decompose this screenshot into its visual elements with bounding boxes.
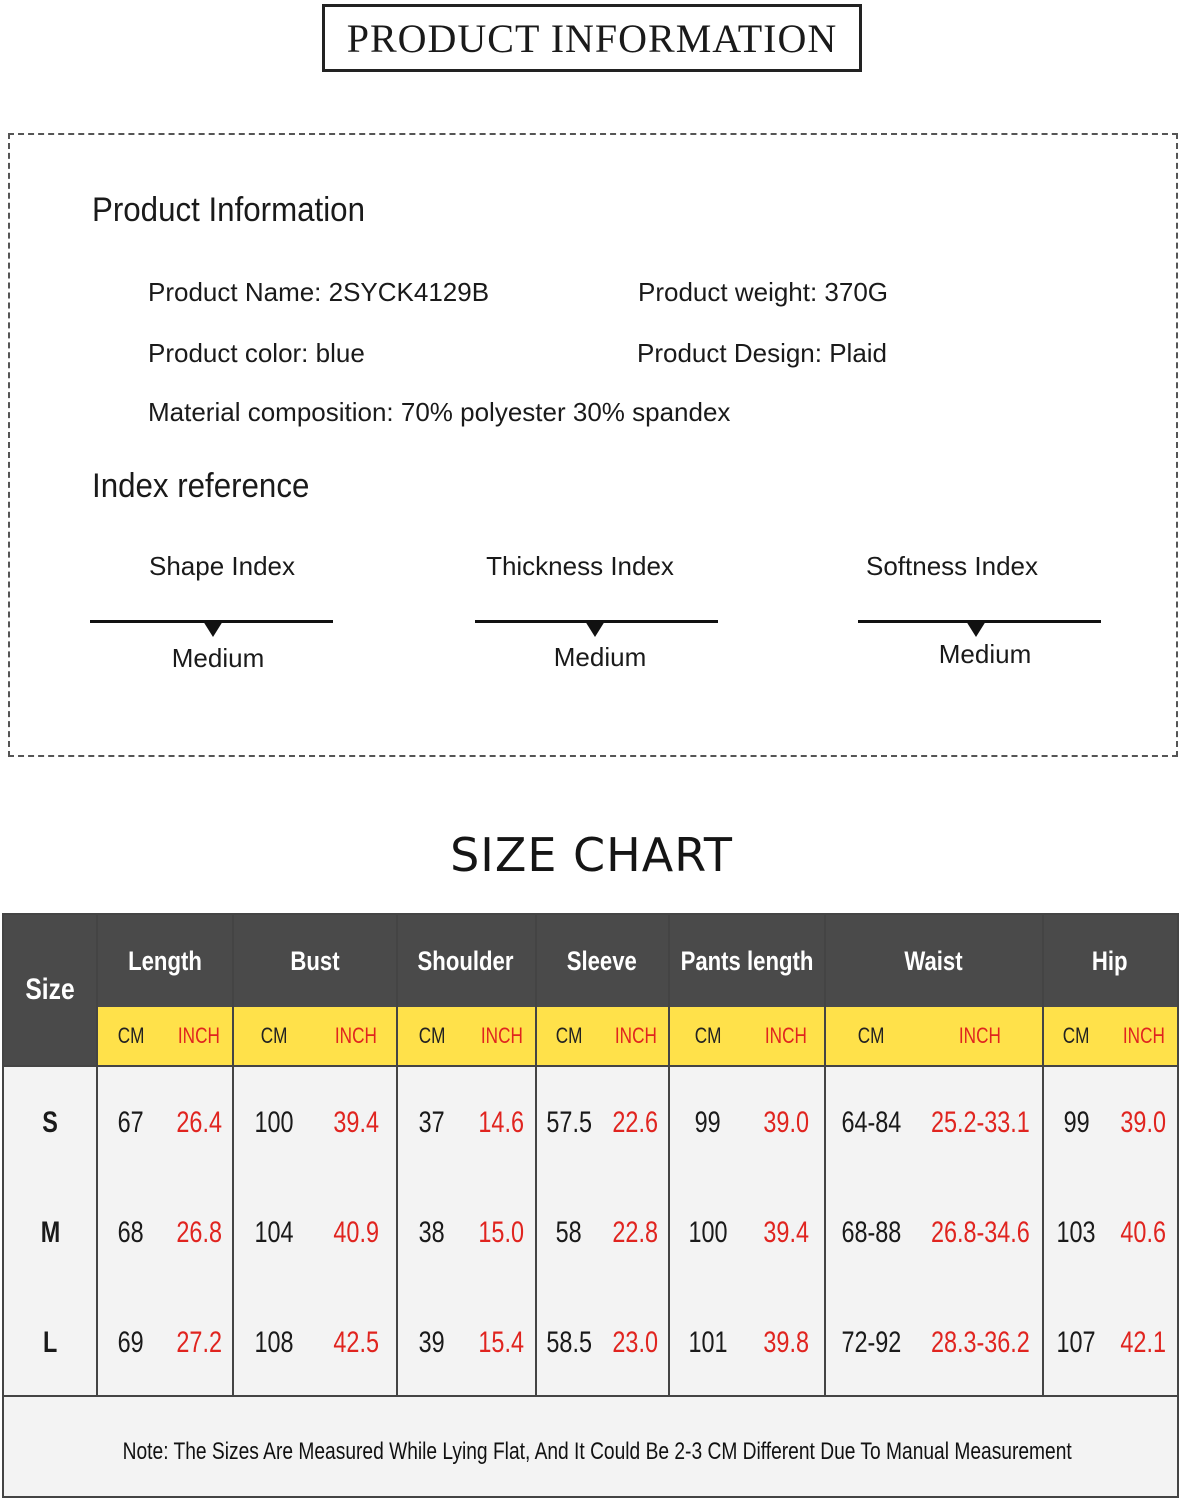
waist-cm-unit: CM: [857, 1023, 885, 1048]
table-cell: 26.8: [176, 1216, 222, 1249]
product-design: Product Design: Plaid: [637, 338, 888, 368]
table-cell: 103: [1056, 1216, 1097, 1249]
hip-cm-unit: CM: [1063, 1023, 1090, 1048]
length-cm-unit: CM: [117, 1023, 145, 1048]
sleeve-header: Sleeve: [536, 915, 669, 1007]
table-cell: 68: [117, 1216, 145, 1249]
table-cell: 100: [688, 1216, 728, 1249]
length-inch-unit: INCH: [178, 1023, 220, 1048]
thickness-index-label: Thickness Index: [486, 551, 674, 581]
table-cell: 100: [254, 1106, 294, 1139]
table-cell: 39.8: [763, 1326, 809, 1359]
table-cell: 39.0: [1120, 1106, 1167, 1139]
bust-cm-unit: CM: [260, 1023, 288, 1048]
table-cell: 39.4: [333, 1106, 379, 1139]
table-cell: 42.1: [1120, 1326, 1167, 1359]
softness-index-marker-icon: [966, 621, 986, 637]
pants-inch-unit: INCH: [765, 1023, 807, 1048]
size-label-l: L: [43, 1326, 58, 1359]
shape-index-label: Shape Index: [148, 551, 295, 581]
table-cell: 40.9: [333, 1216, 379, 1249]
table-divider: [4, 1395, 1177, 1397]
table-cell: 23.0: [612, 1326, 659, 1359]
bust-inch-unit: INCH: [335, 1023, 377, 1048]
pants-length-header: Pants length: [669, 915, 825, 1007]
product-info-heading: Product Information: [92, 191, 365, 229]
table-cell: 99: [1063, 1106, 1090, 1139]
softness-index-value: Medium: [938, 639, 1032, 669]
shoulder-inch-unit: INCH: [480, 1023, 523, 1048]
table-cell: 40.6: [1120, 1216, 1167, 1249]
table-cell: 68-88: [841, 1216, 901, 1249]
product-info-box: [8, 133, 1178, 757]
table-cell: 39.0: [763, 1106, 809, 1139]
table-cell: 64-84: [841, 1106, 901, 1139]
table-cell: 26.4: [176, 1106, 222, 1139]
table-cell: 58: [555, 1216, 583, 1249]
waist-inch-unit: INCH: [959, 1023, 1001, 1048]
shape-index-marker-icon: [203, 621, 223, 637]
table-cell: 39.4: [763, 1216, 809, 1249]
table-cell: 99: [694, 1106, 722, 1139]
table-cell: 27.2: [176, 1326, 222, 1359]
sleeve-cm-unit: CM: [555, 1023, 583, 1048]
size-label-m: M: [40, 1216, 61, 1249]
softness-index-label: Softness Index: [866, 551, 1038, 581]
waist-header: Waist: [825, 915, 1043, 1007]
table-cell: 38: [418, 1216, 446, 1249]
table-cell: 28.3-36.2: [930, 1326, 1030, 1359]
shoulder-cm-unit: CM: [418, 1023, 446, 1048]
pants-cm-unit: CM: [694, 1023, 722, 1048]
material-composition: Material composition: 70% polyester 30% spandex: [148, 397, 731, 427]
table-cell: 107: [1056, 1326, 1097, 1359]
size-chart-title: SIZE CHART: [450, 828, 733, 882]
size-column-header: Size: [4, 915, 97, 1065]
size-chart-table: [2, 913, 1179, 1498]
thickness-index-value: Medium: [553, 642, 647, 672]
table-cell: 15.4: [478, 1326, 525, 1359]
table-cell: 101: [688, 1326, 728, 1359]
table-cell: 22.6: [612, 1106, 659, 1139]
bust-header: Bust: [233, 915, 397, 1007]
hip-inch-unit: INCH: [1122, 1023, 1165, 1048]
shape-index-value: Medium: [171, 643, 265, 673]
table-cell: 14.6: [478, 1106, 525, 1139]
table-divider: [4, 1065, 1177, 1067]
index-reference-heading: Index reference: [92, 467, 310, 505]
table-cell: 15.0: [478, 1216, 525, 1249]
table-cell: 58.5: [546, 1326, 592, 1359]
size-label-s: S: [42, 1106, 59, 1139]
hip-header: Hip: [1043, 915, 1177, 1007]
page-banner: PRODUCT INFORMATION: [322, 4, 862, 72]
shoulder-header: Shoulder: [397, 915, 536, 1007]
table-cell: 69: [117, 1326, 145, 1359]
sleeve-inch-unit: INCH: [614, 1023, 657, 1048]
table-cell: 67: [117, 1106, 145, 1139]
thickness-index-marker-icon: [585, 621, 605, 637]
table-cell: 72-92: [841, 1326, 901, 1359]
table-cell: 26.8-34.6: [930, 1216, 1030, 1249]
product-name: Product Name: 2SYCK4129B: [148, 277, 490, 307]
length-header: Length: [97, 915, 233, 1007]
product-weight: Product weight: 370G: [638, 277, 889, 307]
table-cell: 37: [418, 1106, 446, 1139]
table-cell: 42.5: [333, 1326, 379, 1359]
table-cell: 25.2-33.1: [930, 1106, 1030, 1139]
table-cell: 108: [254, 1326, 294, 1359]
product-color: Product color: blue: [148, 338, 365, 368]
measurement-note: Note: The Sizes Are Measured While Lying Flat, And It Could Be 2-3 CM Different Due To Manual Measurement: [122, 1438, 1072, 1465]
table-cell: 57.5: [546, 1106, 592, 1139]
unit-row: [97, 1007, 1177, 1065]
table-cell: 22.8: [612, 1216, 659, 1249]
table-cell: 39: [418, 1326, 446, 1359]
table-cell: 104: [254, 1216, 294, 1249]
